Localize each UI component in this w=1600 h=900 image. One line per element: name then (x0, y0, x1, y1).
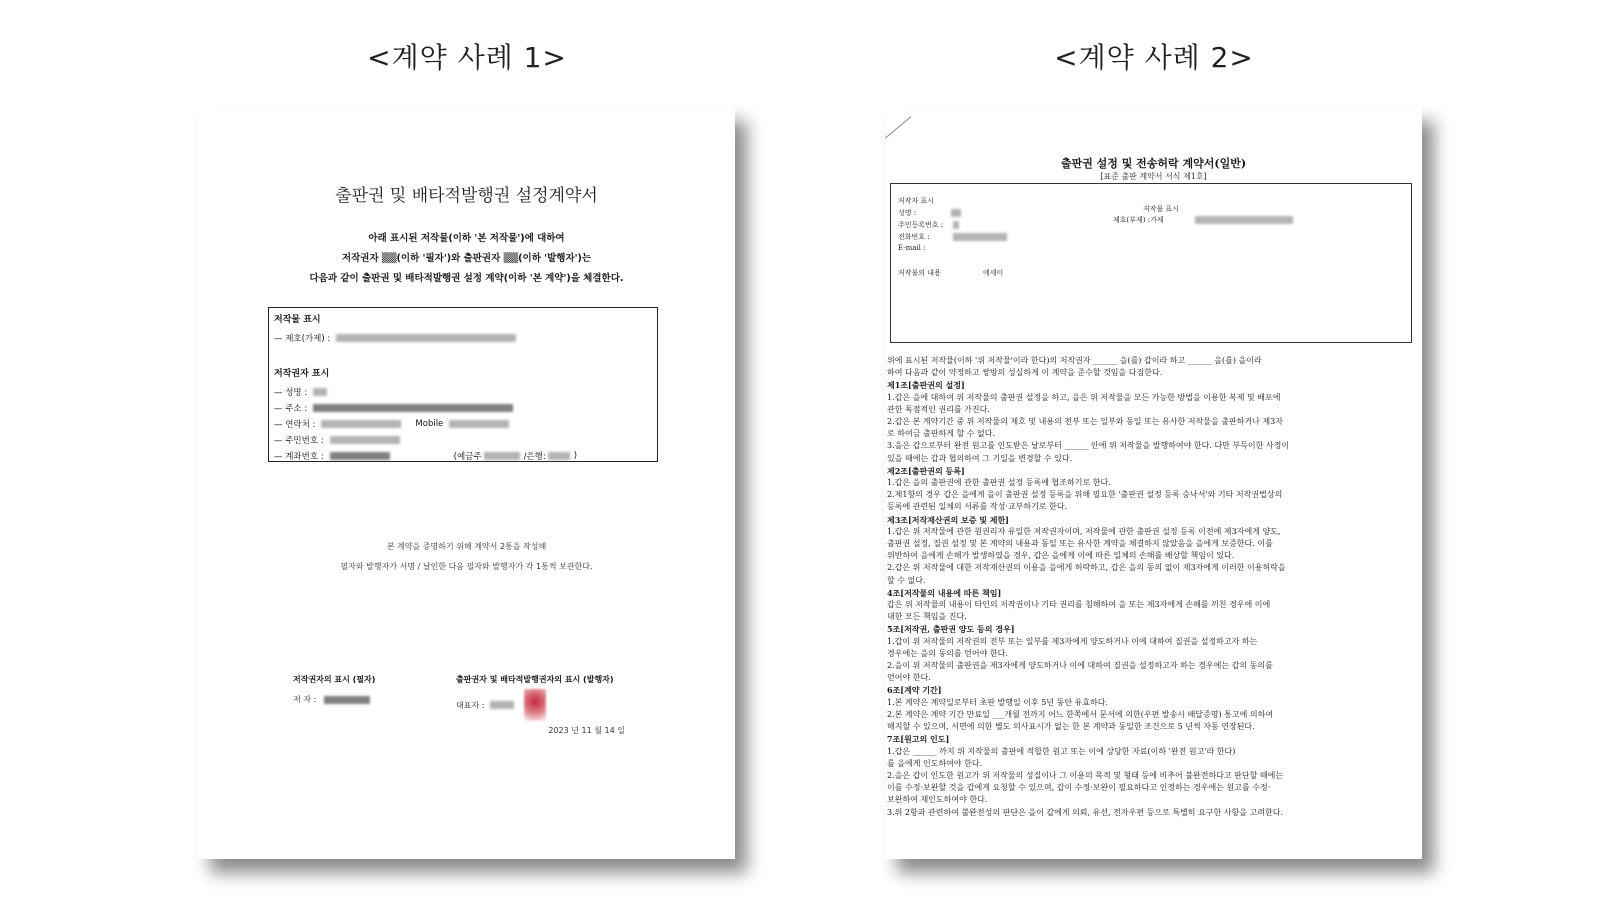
work-title-row (274, 330, 652, 346)
clause-line: 1.갑은 ______ 까지 위 저작물의 출판에 적합한 원고 또는 이에 상당한 자료(이하 '완전 원고'라 한다) (887, 746, 1236, 756)
id-row (274, 432, 652, 448)
redacted-text (548, 452, 570, 460)
redacted-text (330, 436, 400, 444)
clause-line: 를 을에게 인도하여야 한다. (887, 758, 983, 768)
doc1-note-1: 본 계약을 증명하기 위해 계약서 2통을 작성해 (386, 542, 547, 551)
bank-label: /은행: (523, 452, 546, 462)
clause-heading: 5조[저작권, 출판권 양도 등의 경우] (887, 624, 1015, 635)
clause-line: 위에 표시된 저작물(이하 '위 저작물'이라 한다)의 저작권자 ______ 을(를) 갑이라 하고 ______ 을(를) 을이라 (887, 356, 1262, 365)
work-box-label: 저작물 표시 (1143, 205, 1180, 213)
seal-stamp-icon (524, 689, 546, 721)
doc2-subtitle: [표준 출판 계약서 서식 제1호] (1100, 172, 1207, 181)
address-label: — 주소 : (274, 404, 308, 414)
clause-line: 2.갑은 본 계약기간 중 위 저작물의 제호 및 내용의 전부 또는 일부와 동일 또는 유사한 저작물을 출판하거나 제3자 (887, 417, 1283, 427)
account-label: — 계좌번호 : (274, 452, 324, 462)
redacted-text (953, 233, 1007, 241)
doc1-info-box (268, 307, 658, 462)
mobile-label: Mobile (415, 419, 444, 429)
address-row (274, 400, 652, 416)
doc2-title: 출판권 설정 및 전송허락 계약서(일반) (1060, 157, 1247, 170)
author-signature-label: 저작권자의 표시 (필자) (293, 675, 376, 684)
redacted-text (313, 404, 513, 412)
clause-line: 1.본 계약은 계약일로부터 초판 발행일 이후 5년 동안 유효하다. (887, 697, 1109, 707)
account-holder-label: (예금주 (453, 452, 482, 462)
clause-line: 얻어야 한다. (887, 673, 931, 683)
redacted-text (313, 388, 327, 396)
caption-case-1: <계약 사례 1> (367, 41, 567, 74)
email-label: E-mail : (898, 244, 926, 252)
clause-heading: 제1조[출판권의 설정] (887, 380, 965, 391)
redacted-text (490, 701, 514, 709)
name-row (274, 384, 652, 400)
clause-line: 관한 독점적인 권리를 가진다. (887, 404, 990, 414)
clause-line: 1.갑은 위 저작물에 관한 원권리자 유일한 저작권자이며, 저작물에 관한 출판권 설정 등록 이전에 제3자에게 양도, (887, 526, 1281, 536)
name-label: 성명 : (898, 209, 917, 217)
clause-heading: 6조[계약 기간] (887, 685, 942, 696)
clause-line: 로 하여금 출판하게 할 수 없다. (887, 429, 995, 439)
reg-label: 주민등록번호 : (898, 221, 944, 229)
clause-line: 1.갑은 을의 출판권에 관한 출판권 설정 등록에 협조하기로 한다. (887, 478, 1111, 488)
work-title-label: — 제호(가제) : (274, 334, 331, 344)
clause-line: 보완하여 재인도하여야 한다. (887, 795, 988, 805)
redacted-text (324, 696, 370, 704)
redacted-text (484, 452, 520, 460)
clause-line: 경우에는 을의 동의를 얻어야 한다. (887, 648, 1008, 658)
clause-line: 등록에 관련된 일체의 서류를 작성·교부하기로 한다. (887, 502, 1068, 512)
name-label: — 성명 : (274, 388, 308, 398)
contact-row (274, 416, 652, 432)
doc1-title: 출판권 및 배타적발행권 설정계약서 (335, 186, 598, 206)
phone-label: 전화번호 : (898, 233, 930, 241)
id-label: — 주민번호 : (274, 436, 324, 446)
content-label: 저작물의 내용 (898, 269, 941, 277)
contract-document-2 (885, 107, 1422, 859)
clause-line: 해지할 수 있으며, 서면에 의한 별도 의사표시가 없는 한 본 계약과 동일한 조건으로 5 년씩 자동 연장된다. (887, 722, 1255, 732)
contract-document-1 (198, 107, 735, 859)
publisher-signature-label: 출판권자 및 배타적발행권자의 표시 (발행자) (456, 675, 614, 684)
clause-line: 하여 다음과 같이 약정하고 쌍방의 성실하게 이 계약을 준수할 것임을 다짐한다. (887, 368, 1163, 378)
clause-heading: 7조[원고의 인도] (887, 734, 950, 745)
doc1-note-2: 필자와 발행자가 서명 / 날인한 다음 필자와 발행자가 각 1통씩 보관한다. (340, 562, 593, 571)
clause-line: 2.갑은 위 저작물에 대한 저작재산권의 이용을 을에게 허락하고, 갑은 을의 동의 없이 제3자에게 이러한 이용허락을 (887, 563, 1286, 573)
account-row (274, 448, 652, 464)
author-box-label: 저작자 표시 (898, 197, 935, 205)
redacted-text (321, 420, 401, 428)
author-signature-field (293, 694, 374, 705)
clause-heading: 제2조[출판권의 등록] (887, 465, 965, 476)
work-section-title: 저작물 표시 (274, 315, 321, 325)
caption-case-2: <계약 사례 2> (1054, 41, 1254, 74)
clause-line: 1.갑이 위 저작물의 저작권의 전부 또는 일부를 제3자에게 양도하거나 이에 대하여 질권을 설정하고자 하는 (887, 636, 1258, 646)
doc1-intro-line: 저작권자 ▒▒(이하 '필자')와 출판권자 ▒▒(이하 '발행자')는 (341, 253, 592, 264)
doc2-body-text (887, 355, 1418, 819)
clause-line: 3.위 2항과 관련하여 불완전성의 판단은 을이 갑에게 의뢰, 유선, 전자우편 등으로 특별히 요구한 사항을 고려한다. (887, 807, 1283, 817)
clause-line: 갑은 위 저작물의 내용이 타인의 저작권이나 기타 권리를 침해하여 을 또는 제3자에게 손해를 끼친 경우에 이에 (887, 600, 1271, 610)
redacted-text (449, 420, 509, 428)
clause-line: 2.본 계약은 계약 기간 만료일 ___개월 전까지 어느 한쪽에서 문서에 의한(우편 발송시 배달증명) 통고에 의하여 (887, 709, 1274, 719)
redacted-text (951, 209, 961, 217)
clause-line: 위반하여 을에게 손해가 발생하였을 경우, 갑은 을에게 이에 따른 일체의 손해를 배상할 책임이 있다. (887, 551, 1235, 561)
clause-line: 할 수 없다. (887, 575, 926, 585)
publisher-signature-field (456, 689, 546, 721)
doc1-intro (198, 229, 735, 289)
author-section-title: 저작권자 표시 (274, 369, 330, 379)
bank-close: ) (573, 451, 578, 461)
author-signature-field-label: 저 자 : (293, 695, 317, 704)
content-value: 에세이 (983, 269, 1004, 277)
clause-line: 2.을은 갑이 인도한 원고가 위 저작물의 성질이나 그 이용의 목적 및 형태 등에 비추어 불완전하다고 판단할 때에는 (887, 770, 1284, 780)
clause-line: 출판권 설정, 질권 설정 및 본 계약의 내용과 동일 또는 유사한 계약을 체결하지 않았음을 을에게 보증한다. 이를 (887, 539, 1273, 549)
clause-line: 이를 수정·보완할 것을 갑에게 요청할 수 있으며, 갑이 수정·보완이 필요하다고 인정하는 경우에는 원고를 수정· (887, 783, 1271, 793)
doc1-intro-line: 다음과 같이 출판권 및 배타적발행권 설정 계약(이하 '본 계약')을 체결한다. (309, 273, 624, 284)
doc1-date: 2023 년 11 월 14 일 (548, 726, 625, 735)
clause-line: 대한 모든 책임을 진다. (887, 612, 967, 622)
contact-label: — 연락처 : (274, 420, 316, 430)
clause-line: 3.을은 갑으로부터 완전 원고를 인도받은 날로부터 ______ 안에 위 저작물을 발행하여야 한다. 다만 부득이한 사정이 (887, 441, 1290, 451)
doc2-info-box (890, 183, 1412, 343)
clause-heading: 4조[저작물의 내용에 따른 책임] (887, 587, 1002, 598)
clause-line: 있을 때에는 갑과 협의하여 그 기일을 변경할 수 있다. (887, 453, 1073, 463)
clause-heading: 제3조[저작재산권의 보증 및 제한] (887, 514, 1009, 525)
redacted-text (336, 334, 516, 342)
clause-line: 1.갑은 을에 대하여 위 저작물의 출판권 설정을 하고, 을은 위 저작물을 모든 가능한 방법을 이용한 복제 및 배포에 (887, 392, 1281, 402)
clause-line: 2.을이 위 저작물의 출판권을 제3자에게 양도하거나 이에 대하여 질권을 설정하고자 하는 경우에는 갑의 동의를 (887, 661, 1273, 671)
doc1-intro-line: 아래 표시된 저작물(이하 '본 저작물')에 대하여 (368, 233, 565, 244)
redacted-text (953, 221, 959, 229)
clause-line: 2.제1항의 경우 갑은 을에게 을이 출판권 설정 등록을 위해 필요한 '출판권 설정 등록 승낙서'와 기타 저작권법상의 (887, 490, 1283, 500)
publisher-signature-field-label: 대표자 : (456, 700, 485, 710)
redacted-text (1195, 216, 1293, 224)
redacted-text (330, 452, 390, 460)
work-title-label: 제호(부제) :가제 (1113, 216, 1164, 224)
